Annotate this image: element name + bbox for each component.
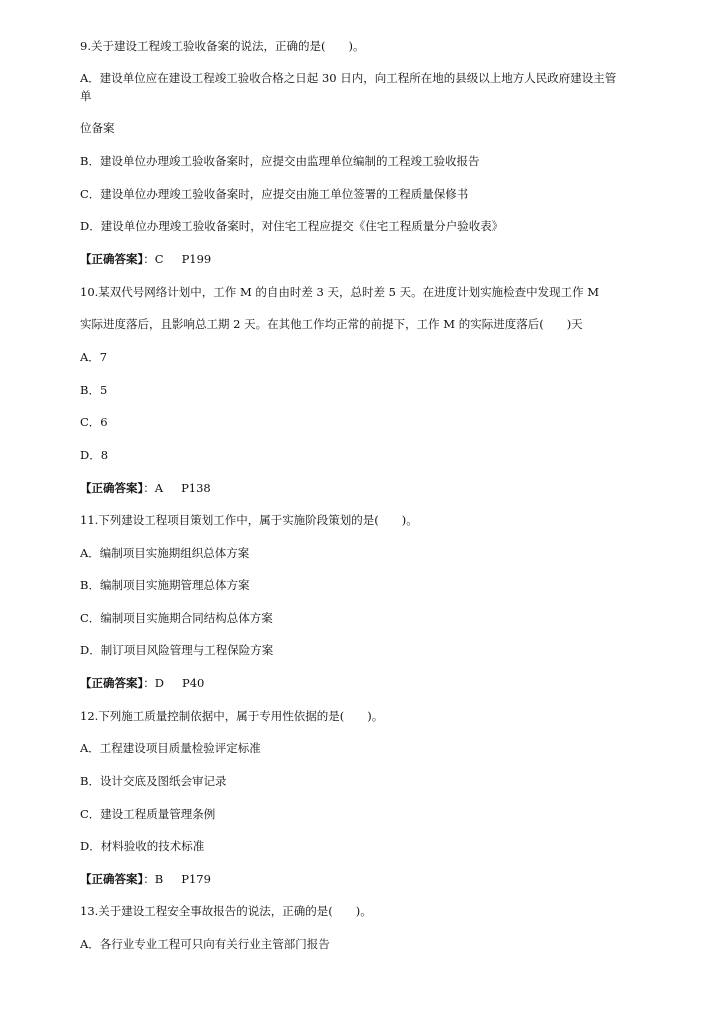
question-12-option-d: D．材料验收的技术标准 <box>80 839 205 853</box>
question-9-option-c: C．建设单位办理竣工验收备案时，应提交由施工单位签署的工程质量保修书 <box>80 187 469 201</box>
question-10-option-b: B．5 <box>80 383 108 397</box>
question-12-option-a: A．工程建设项目质量检验评定标准 <box>80 741 261 755</box>
question-9-option-a: A．建设单位应在建设工程竣工验收合格之日起 30 日内，向工程所在地的县级以上地方人民政府建设主管 <box>80 71 617 85</box>
answer-page: P199 <box>181 252 212 266</box>
question-9-option-a-wrap: 单 <box>80 89 92 103</box>
question-9-answer <box>80 251 660 267</box>
question-12-option-b: B．设计交底及图纸会审记录 <box>80 774 227 788</box>
question-10-option-c: C．6 <box>80 415 108 429</box>
answer-value: ：A <box>143 481 164 495</box>
question-10-stem: 10.某双代号网络计划中，工作 M 的自由时差 3 天，总时差 5 天。在进度计划实施检查中发现工作 M <box>80 285 600 299</box>
question-10-option-a: A．7 <box>80 350 108 364</box>
question-11-option-d: D．制订项目风险管理与工程保险方案 <box>80 643 274 657</box>
question-12-answer <box>80 871 660 887</box>
question-10-option-d: D．8 <box>80 448 109 462</box>
answer-label: 【正确答案】 <box>80 252 144 266</box>
answer-page: P179 <box>181 872 211 886</box>
question-11-option-c: C．编制项目实施期合同结构总体方案 <box>80 611 273 625</box>
question-9-option-d: D．建设单位办理竣工验收备案时，对住宅工程应提交《住宅工程质量分户验收表》 <box>80 219 504 233</box>
answer-page: P138 <box>181 481 211 495</box>
answer-label: 【正确答案】 <box>80 676 144 690</box>
question-12-stem: 12.下列施工质量控制依据中，属于专用性依据的是( )。 <box>80 709 384 723</box>
question-9-stem: 9.关于建设工程竣工验收备案的说法，正确的是( )。 <box>80 39 365 53</box>
question-9-option-b: B．建设单位办理竣工验收备案时，应提交由监理单位编制的工程竣工验收报告 <box>80 154 480 168</box>
question-13-option-a: A．各行业专业工程可只向有关行业主管部门报告 <box>80 937 330 951</box>
answer-value: ：C <box>143 252 164 266</box>
answer-value: ：B <box>143 872 164 886</box>
answer-label: 【正确答案】 <box>80 872 144 886</box>
question-12-option-c: C．建设工程质量管理条例 <box>80 807 216 821</box>
answer-page: P40 <box>181 676 205 690</box>
question-11-option-b: B．编制项目实施期管理总体方案 <box>80 578 250 592</box>
question-11-answer <box>80 675 660 691</box>
answer-value: ：D <box>143 676 164 690</box>
question-10-answer <box>80 480 660 496</box>
question-11-option-a: A．编制项目实施期组织总体方案 <box>80 546 250 560</box>
question-9-option-a-cont: 位备案 <box>80 121 115 135</box>
question-10-stem-cont: 实际进度落后，且影响总工期 2 天。在其他工作均正常的前提下，工作 M 的实际进度落后( )天 <box>80 317 583 331</box>
question-13-stem: 13.关于建设工程安全事故报告的说法，正确的是( )。 <box>80 904 372 918</box>
answer-label: 【正确答案】 <box>80 481 144 495</box>
question-11-stem: 11.下列建设工程项目策划工作中，属于实施阶段策划的是( )。 <box>80 513 418 527</box>
